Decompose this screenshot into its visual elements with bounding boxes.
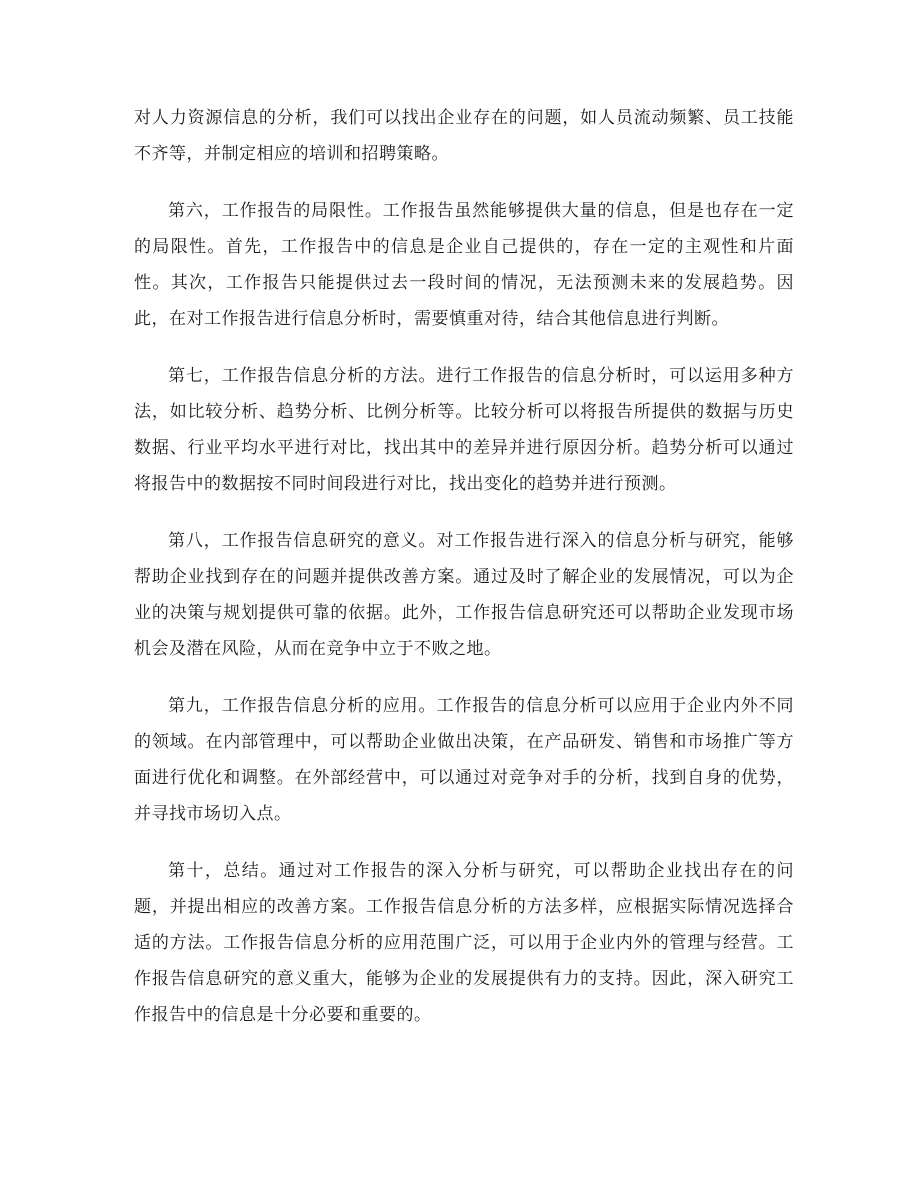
paragraph-summary: 第十，总结。通过对工作报告的深入分析与研究，可以帮助企业找出存在的问题，并提出相应的改善方案。工作报告信息分析的方法多样，应根据实际情况选择合适的方法。工作报告信息分析的应用范围广泛，可以用于企业内外的管理与经营。工作报告信息研究的意义重大，能够为企业的发展提供有力的支持。因此，深入研究工作报告中的信息是十分必要和重要的。	[134, 861, 794, 1025]
paragraph-applications: 第九，工作报告信息分析的应用。工作报告的信息分析可以应用于企业内外不同的领域。在内部管理中，可以帮助企业做出决策，在产品研发、销售和市场推广等方面进行优化和调整。在外部经营中，可以通过对竞争对手的分析，找到自身的优势，并寻找市场切入点。	[134, 696, 794, 824]
paragraph-hr-analysis: 对人力资源信息的分析，我们可以找出企业存在的问题，如人员流动频繁、员工技能不齐等，并制定相应的培训和招聘策略。	[134, 108, 794, 164]
document-body	[134, 100, 794, 1054]
paragraph-limitations: 第六，工作报告的局限性。工作报告虽然能够提供大量的信息，但是也存在一定的局限性。首先，工作报告中的信息是企业自己提供的，存在一定的主观性和片面性。其次，工作报告只能提供过去一段时间的情况，无法预测未来的发展趋势。因此，在对工作报告进行信息分析时，需要慎重对待，结合其他信息进行判断。	[134, 201, 794, 329]
paragraph-methods: 第七，工作报告信息分析的方法。进行工作报告的信息分析时，可以运用多种方法，如比较分析、趋势分析、比例分析等。比较分析可以将报告所提供的数据与历史数据、行业平均水平进行对比，找出其中的差异并进行原因分析。趋势分析可以通过将报告中的数据按不同时间段进行对比，找出变化的趋势并进行预测。	[134, 366, 794, 494]
paragraph-significance: 第八，工作报告信息研究的意义。对工作报告进行深入的信息分析与研究，能够帮助企业找到存在的问题并提供改善方案。通过及时了解企业的发展情况，可以为企业的决策与规划提供可靠的依据。此外，工作报告信息研究还可以帮助企业发现市场机会及潜在风险，从而在竞争中立于不败之地。	[134, 531, 794, 659]
